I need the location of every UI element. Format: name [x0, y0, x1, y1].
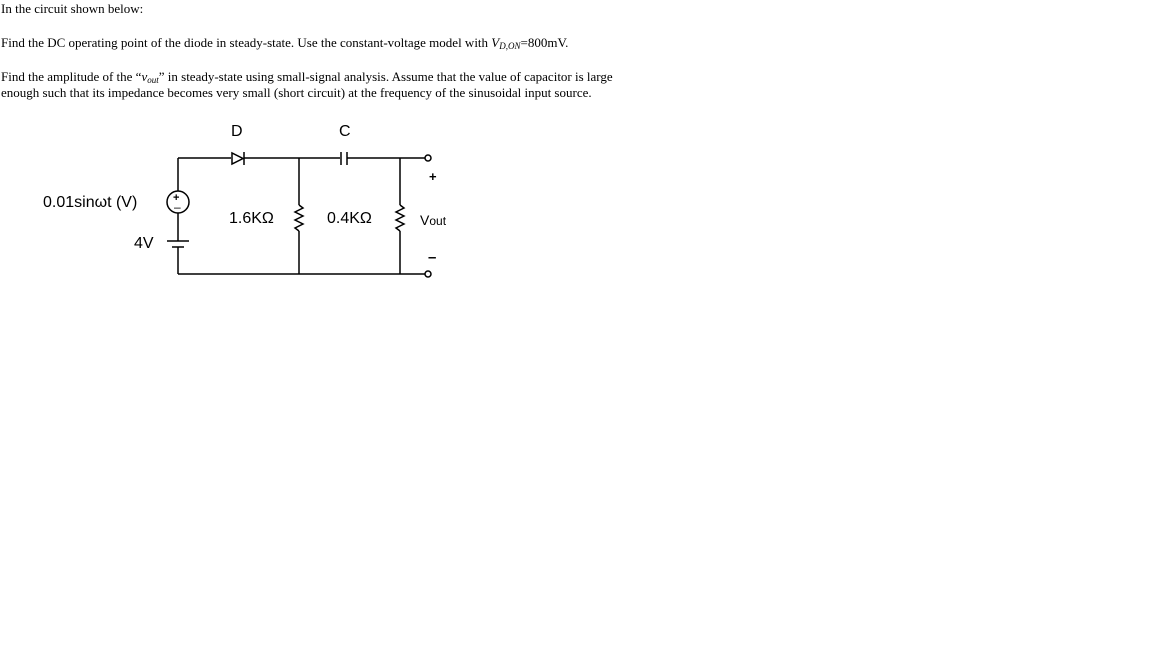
part2-text-start: Find the amplitude of the “	[1, 69, 142, 84]
ac-source-plus: +	[173, 192, 180, 204]
resistor-r2-symbol	[396, 205, 404, 231]
part2-text-end: ” in steady-state using small-signal analysis. Assume that the value of capacitor is large enough such that its impedance becomes very small (short circuit) at the frequency of the sinusoidal input source.	[1, 69, 613, 100]
output-terminal-top	[425, 155, 431, 161]
dc-source-label: 4V	[134, 235, 154, 252]
ac-source-minus: –	[174, 200, 181, 214]
vdon-subscript: D,ON	[499, 41, 521, 51]
vout-subscript: out	[147, 75, 159, 85]
diode-label: D	[231, 123, 243, 140]
r1-label: 1.6KΩ	[229, 210, 274, 227]
intro-text: In the circuit shown below:	[1, 1, 144, 16]
vout-label	[420, 212, 446, 228]
part1-text: Find the DC operating point of the diode in steady-state. Use the constant-voltage model with	[1, 35, 492, 50]
capacitor-label: C	[339, 123, 351, 140]
r2-label: 0.4KΩ	[327, 210, 372, 227]
vout-plus-sign: +	[429, 169, 437, 184]
part1-value: =800mV.	[520, 35, 569, 50]
vdon-letter: V	[491, 35, 500, 50]
resistor-r1-symbol	[295, 205, 303, 231]
vout-minus-sign: –	[428, 249, 437, 266]
output-terminal-bottom	[425, 271, 431, 277]
diode-symbol	[232, 153, 243, 164]
vout-label-sub: out	[429, 214, 447, 228]
vout-label-letter: V	[420, 212, 430, 228]
ac-source-label: 0.01sinωt (V)	[43, 194, 138, 211]
vout-letter: v	[141, 69, 148, 84]
